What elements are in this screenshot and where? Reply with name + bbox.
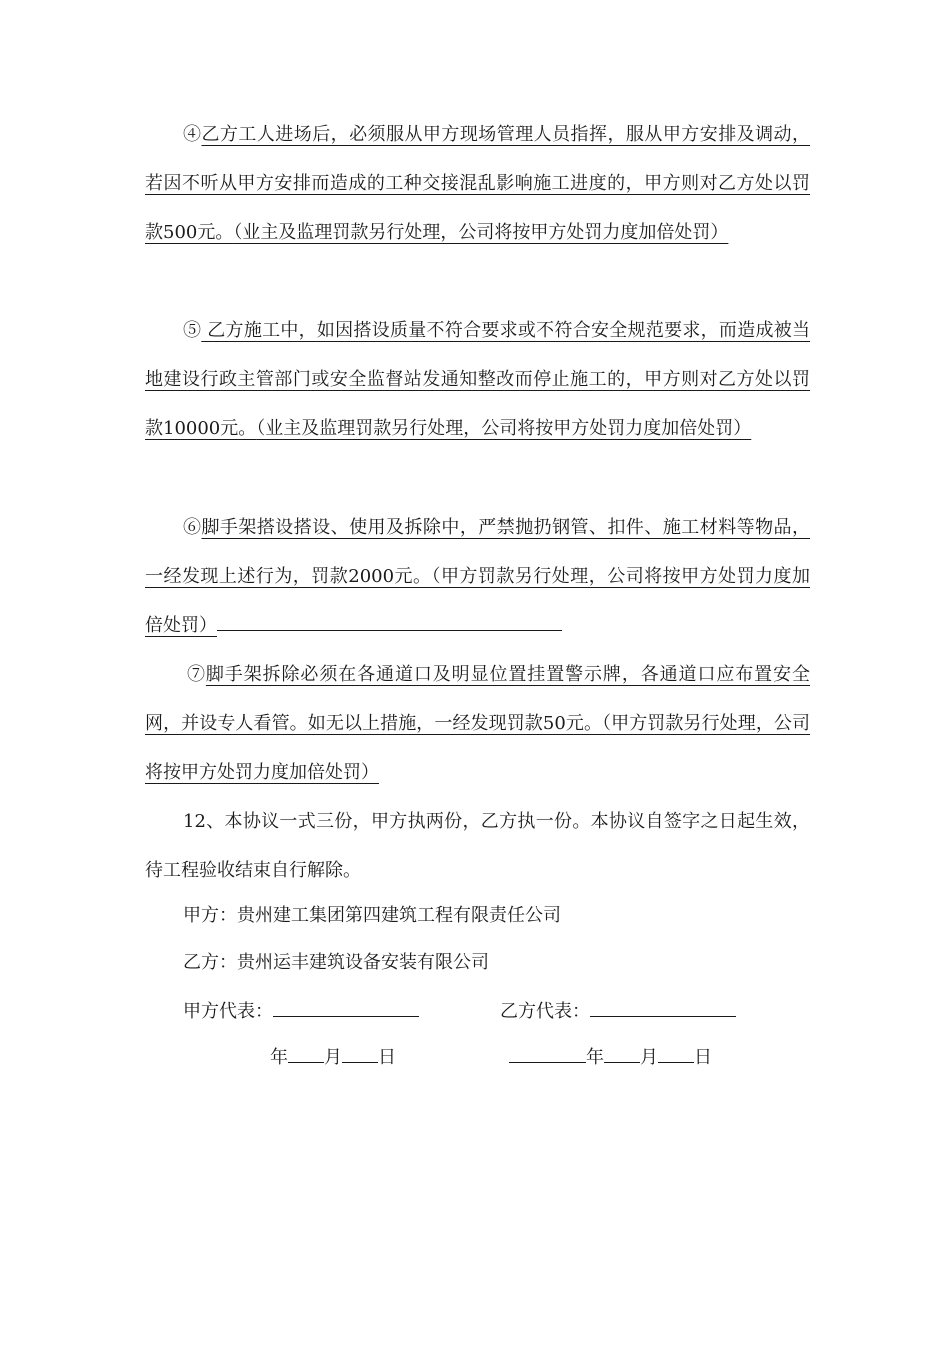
clause-4 [145,110,810,257]
clause-6 [145,503,810,650]
clause-6-marker: ⑥ [183,517,202,538]
clause-5-note: （业主及监理罚款另行处理，公司将按甲方处罚力度加倍处罚） [256,418,752,439]
date-a-year-label: 年 [270,1047,288,1068]
clause-7-marker: ⑦ [187,664,206,685]
party-b-signature-blank[interactable] [590,998,736,1017]
date-b-year-blank[interactable] [509,1044,586,1063]
party-a-date [270,1044,396,1070]
party-a: 甲方：贵州建工集团第四建筑工程有限责任公司 [183,905,561,926]
clause-4-note: （业主及监理罚款另行处理，公司将按甲方处罚力度加倍处罚） [233,222,729,243]
date-a-month-label: 月 [324,1047,342,1068]
party-a-rep-label: 甲方代表： [183,1001,273,1022]
date-b-day-blank[interactable] [658,1044,694,1063]
date-a-day-blank[interactable] [342,1044,378,1063]
clause-5 [145,306,810,453]
date-a-month-blank[interactable] [288,1044,324,1063]
article-12: 12、本协议一式三份，甲方执两份，乙方执一份。本协议自签字之日起生效，待工程验收结束自行解除。 [145,811,810,881]
clause-5-text: 乙方施工中，如因搭设质量不符合要求或不符合安全规范要求，而造成被当地建设行政主管部门或安全监督站发通知整改而停止施工的，甲方则对乙方处以罚款10000元。 [145,320,811,439]
date-b-day-label: 日 [694,1047,712,1068]
date-a-day-label: 日 [378,1047,396,1068]
party-b: 乙方：贵州运丰建筑设备安装有限公司 [183,952,489,973]
clause-7 [145,650,810,797]
clause-7-text: 脚手架拆除必须在各通道口及明显位置挂置警示牌，各通道口应布置安全网，并设专人看管。如无以上措施，一经发现罚款50元。（甲方罚款另行处理，公司将按甲方处罚力度加倍处罚） [145,664,810,783]
clause-6-trailing-line [217,612,562,631]
date-b-month-blank[interactable] [604,1044,640,1063]
party-b-rep-label: 乙方代表： [500,1001,590,1022]
party-a-signature-blank[interactable] [273,998,419,1017]
clause-6-text: 脚手架搭设搭设、使用及拆除中，严禁抛扔钢管、扣件、施工材料等物品，一经发现上述行为，罚款2000元。（甲方罚款另行处理，公司将按甲方处罚力度加倍处罚） [145,517,811,636]
party-b-date [509,1044,712,1070]
clause-4-marker: ④ [183,124,202,145]
date-b-year-label: 年 [586,1047,604,1068]
clause-4-text: 乙方工人进场后，必须服从甲方现场管理人员指挥，服从甲方安排及调动，若因不听从甲方安排而造成的工种交接混乱影响施工进度的，甲方则对乙方处以罚款500元。 [145,124,811,243]
party-a-representative [183,998,419,1024]
date-b-month-label: 月 [640,1047,658,1068]
clause-5-marker: ⑤ [183,320,202,341]
party-b-representative [500,998,736,1024]
